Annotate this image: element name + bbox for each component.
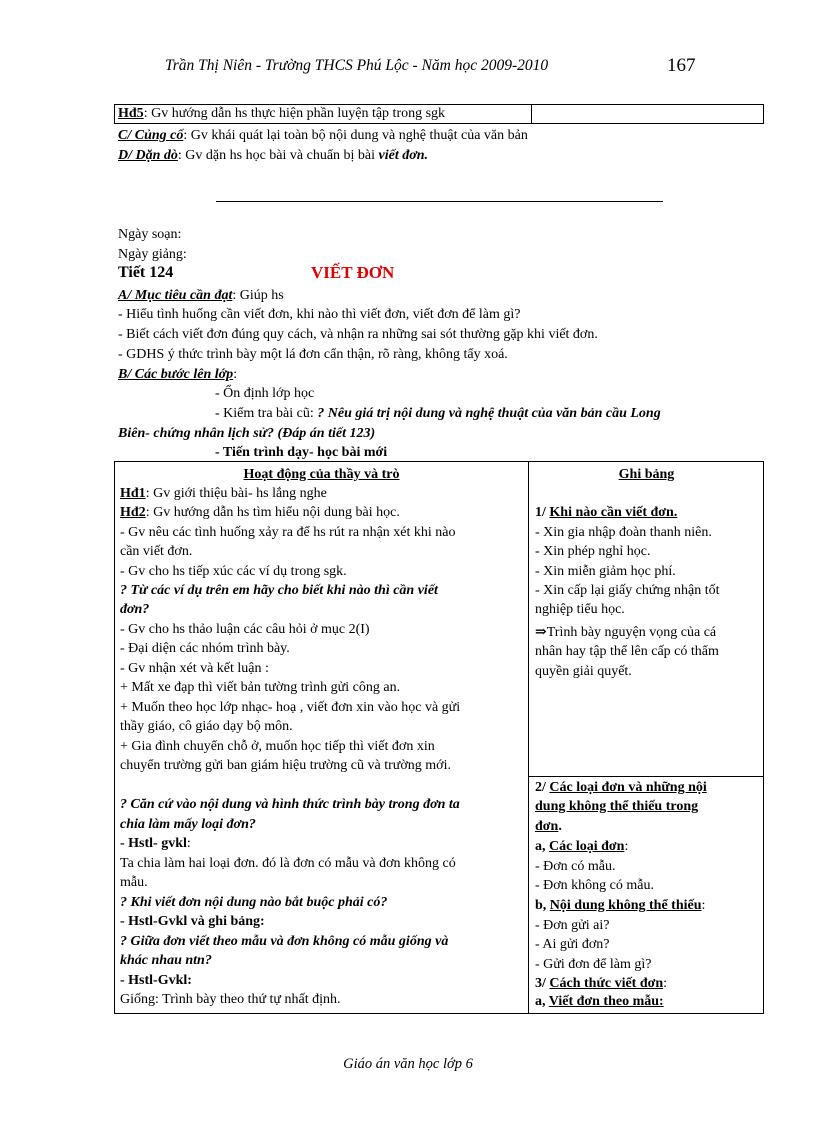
- left-column-header: Hoạt động của thầy và trò: [243, 467, 400, 482]
- left-line: Ta chia làm hai loại đơn. đó là đơn có mẫu và đơn không có: [120, 856, 456, 871]
- step-2: [215, 404, 661, 423]
- double-arrow-icon: ⇒: [535, 625, 547, 640]
- section-2-title: Các loại đơn và những nội: [549, 780, 707, 795]
- section-1-title: Khi nào cần viết đơn.: [549, 505, 678, 520]
- answer-4: - Hstl-Gvkl:: [120, 973, 192, 988]
- activity-5-text: : Gv hướng dẫn hs thực hiện phần luyện tập trong sgk: [143, 106, 446, 121]
- subsection-3a-title: Viết đơn theo mẫu:: [548, 994, 664, 1009]
- left-line: - Gv cho hs tiếp xúc các ví dụ trong sgk.: [120, 564, 347, 579]
- objectives-label: A/ Mục tiêu cần đạt: [118, 288, 233, 303]
- subsection-a-colon: :: [624, 839, 629, 854]
- note-item: - Đơn không có mẫu.: [535, 878, 654, 893]
- left-line: chuyển trường gửi ban giám hiệu trường cũ và trường mới.: [120, 758, 451, 773]
- section-2-period: .: [558, 819, 562, 834]
- activity-2-text: : Gv hướng dẫn hs tìm hiểu nội dung bài học.: [145, 505, 400, 520]
- activity-2-label: Hđ2: [120, 505, 146, 520]
- left-line: + Mất xe đạp thì viết bản tường trình gửi công an.: [120, 680, 401, 695]
- left-line: - Đại diện các nhóm trình bày.: [120, 641, 290, 656]
- note-item: - Gửi đơn để làm gì?: [535, 957, 652, 972]
- objectives-heading: [118, 286, 284, 305]
- subsection-a-title: Các loại đơn: [549, 839, 625, 854]
- section-2-heading: [535, 778, 707, 797]
- answer-3: - Hstl-Gvkl và ghi bảng:: [120, 914, 265, 929]
- question-3: ? Khi viết đơn nội dung nào bắt buộc phải có?: [120, 895, 388, 910]
- note-item: - Xin cấp lại giấy chứng nhận tốt: [535, 583, 720, 598]
- subsection-b-title: Nội dung không thể thiếu: [549, 898, 702, 913]
- homework-line: [118, 146, 428, 165]
- activity-1: [120, 484, 327, 503]
- lesson-table: [114, 461, 764, 1014]
- left-line: Giống: Trình bày theo thứ tự nhất định.: [120, 992, 341, 1007]
- separator-line: [216, 201, 663, 202]
- answer-2-label-text: - Hstl- gvkl: [120, 836, 187, 851]
- activity-1-label: Hđ1: [120, 486, 146, 501]
- homework-text: : Gv dặn hs học bài và chuẩn bị bài: [177, 148, 379, 163]
- left-line: - Gv nêu các tình huống xảy ra để hs rút ra nhận xét khi nào: [120, 525, 456, 540]
- conclusion-line: quyền giải quyết.: [535, 664, 632, 679]
- period-number: Tiết 124: [118, 264, 174, 281]
- left-line: cần viết đơn.: [120, 544, 193, 559]
- left-line: - Gv nhận xét và kết luận :: [120, 661, 269, 676]
- section-2-number: 2/: [535, 780, 550, 795]
- page-number: 167: [667, 55, 696, 76]
- step-2-prefix: - Kiểm tra bài cũ:: [215, 406, 318, 421]
- conclusion-text: Trình bày nguyện vọng của cá: [546, 625, 717, 640]
- section-3-title: Cách thức viết đơn: [549, 976, 664, 991]
- right-cell-divider: [528, 776, 764, 777]
- answer-2-colon: :: [186, 836, 191, 851]
- left-line: + Muốn theo học lớp nhạc- hoạ , viết đơn xin vào học và gửi: [120, 700, 461, 715]
- note-item: - Đơn có mẫu.: [535, 859, 616, 874]
- lesson-title: VIẾT ĐƠN: [311, 263, 395, 282]
- subsection-b-heading: [535, 896, 705, 915]
- question-2: ? Căn cứ vào nội dung và hình thức trình bày trong đơn ta: [120, 797, 460, 812]
- note-item: nghiệp tiểu học.: [535, 602, 625, 617]
- note-item: - Xin gia nhập đoàn thanh niên.: [535, 525, 712, 540]
- objectives-intro: : Giúp hs: [232, 288, 284, 303]
- homework-label: D/ Dặn dò: [118, 148, 178, 163]
- subsection-b-label: b,: [535, 898, 550, 913]
- question-4-cont: khác nhau ntn?: [120, 953, 212, 968]
- step-2-question: ? Nêu giá trị nội dung và nghệ thuật của văn bản cầu Long: [317, 406, 661, 421]
- teach-date: Ngày giảng:: [118, 247, 187, 262]
- consolidate-line: [118, 126, 528, 145]
- left-line: mẫu.: [120, 875, 148, 890]
- conclusion-line: nhân hay tập thể lên cấp có thẩm: [535, 644, 719, 659]
- right-column-header: Ghi bảng: [618, 467, 675, 482]
- step-3: - Tiến trình dạy- học bài mới: [215, 445, 388, 460]
- note-item: - Đơn gửi ai?: [535, 918, 610, 933]
- steps-label: B/ Các bước lên lớp: [118, 367, 234, 382]
- period-line: [118, 263, 395, 283]
- steps-heading: [118, 365, 237, 384]
- objective-item: - Biết cách viết đơn đúng quy cách, và nhận ra những sai sót thường gặp khi viết đơn.: [118, 327, 598, 342]
- step-1: - Ổn định lớp học: [215, 386, 315, 401]
- activity-1-text: : Gv giới thiệu bài- hs lắng nghe: [145, 486, 327, 501]
- objective-item: - Hiểu tình huống cần viết đơn, khi nào thì viết đơn, viết đơn để làm gì?: [118, 307, 521, 322]
- subsection-b-colon: :: [701, 898, 706, 913]
- activity-5-cell: [115, 105, 532, 123]
- section-3-heading: [535, 974, 667, 993]
- section-3-colon: :: [663, 976, 668, 991]
- objective-item: - GDHS ý thức trình bày một lá đơn cẩn thận, rõ ràng, không tẩy xoá.: [118, 347, 508, 362]
- left-line: + Gia đình chuyển chỗ ở, muốn học tiếp thì viết đơn xin: [120, 739, 435, 754]
- question-1-cont: đơn?: [120, 602, 150, 617]
- question-1: ? Từ các ví dụ trên em hãy cho biết khi nào thì cần viết: [120, 583, 438, 598]
- subsection-a-heading: [535, 837, 628, 856]
- section-2-title-end: [535, 817, 562, 836]
- header-title: Trần Thị Niên - Trường THCS Phú Lộc - Năm học 2009-2010: [165, 57, 549, 74]
- left-line: - Gv cho hs thảo luận các câu hỏi ở mục 2(I): [120, 622, 370, 637]
- activity-5-label: Hđ5: [118, 106, 144, 121]
- conclusion-line: [535, 623, 716, 642]
- step-2-question-cont: Biên- chứng nhân lịch sử? (Đáp án tiết 123): [118, 426, 376, 441]
- consolidate-label: C/ Củng cố: [118, 128, 184, 143]
- activity-5-table: [114, 104, 764, 124]
- section-3-number: 3/: [535, 976, 550, 991]
- question-4: ? Giữa đơn viết theo mẫu và đơn không có mẫu giống và: [120, 934, 449, 949]
- steps-colon: :: [233, 367, 238, 382]
- section-2-title-cont: dung không thể thiếu trong: [535, 799, 699, 814]
- homework-bold: viết đơn.: [378, 148, 429, 163]
- section-1-heading: [535, 503, 677, 522]
- question-2-cont: chia làm mấy loại đơn?: [120, 817, 256, 832]
- activity-2: [120, 503, 400, 522]
- left-line: thầy giáo, cô giáo dạy bộ môn.: [120, 719, 293, 734]
- section-1-number: 1/: [535, 505, 550, 520]
- note-item: - Ai gửi đơn?: [535, 937, 610, 952]
- consolidate-text: : Gv khái quát lại toàn bộ nội dung và nghệ thuật của văn bản: [183, 128, 528, 143]
- note-item: - Xin phép nghỉ học.: [535, 544, 651, 559]
- page-footer: Giáo án văn học lớp 6: [343, 1056, 473, 1072]
- subsection-a-label: a,: [535, 839, 549, 854]
- note-item: - Xin miễn giảm học phí.: [535, 564, 676, 579]
- answer-2-label: [120, 834, 191, 853]
- subsection-3a-label: a,: [535, 994, 549, 1009]
- column-divider: [528, 462, 529, 1013]
- prep-date: Ngày soạn:: [118, 227, 182, 242]
- section-2-title-tail: đơn: [535, 819, 559, 834]
- subsection-3a-heading: [535, 992, 664, 1011]
